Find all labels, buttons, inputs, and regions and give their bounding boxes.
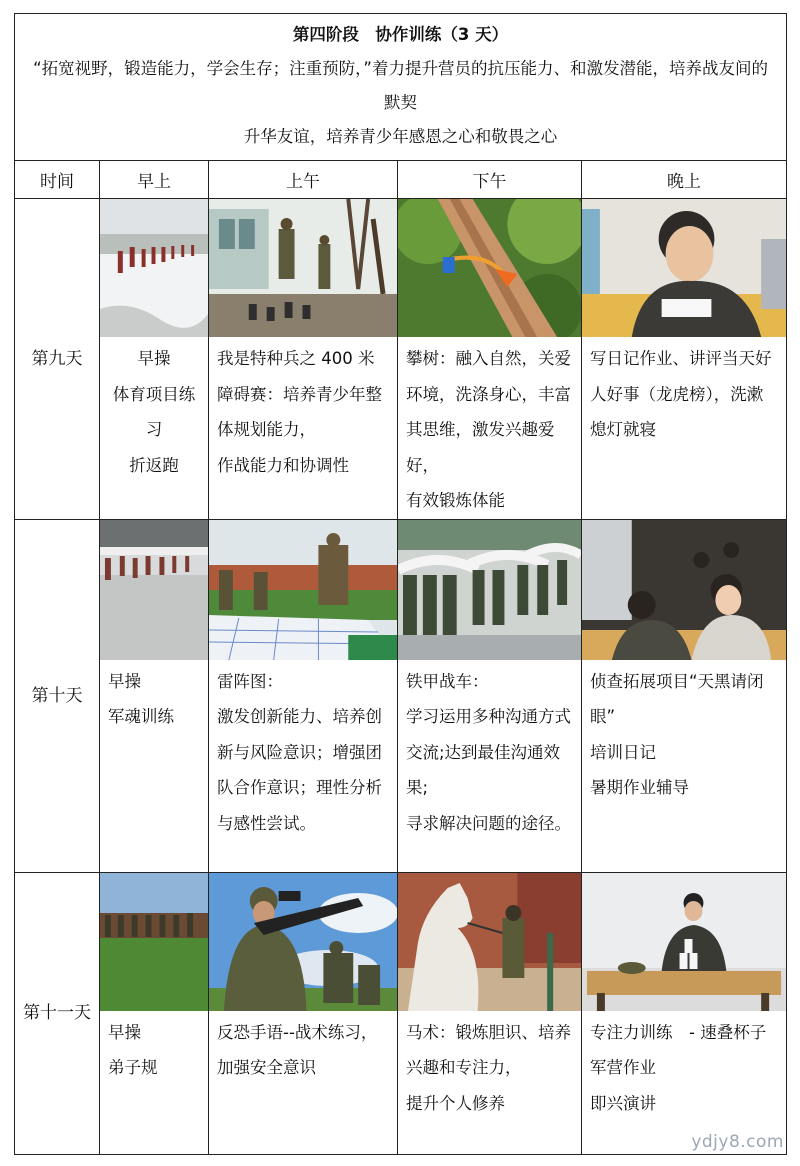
morning-cell xyxy=(100,519,209,872)
forenoon-cell xyxy=(209,519,398,872)
morning-cell xyxy=(100,199,209,520)
forenoon-text: 雷阵图： 激发创新能力、培养创新与风险意识；增强团队合作意识；理性分析与感性尝试。 xyxy=(217,671,382,833)
col-header-forenoon: 上午 xyxy=(209,161,398,199)
evening-text: 写日记作业、讲评当天好人好事（龙虎榜），洗漱熄灯就寝 xyxy=(590,349,772,439)
day-row xyxy=(15,519,787,872)
afternoon-text: 马术：锻炼胆识、培养兴趣和专注力， 提升个人修养 xyxy=(406,1022,571,1113)
day-row xyxy=(15,872,787,1154)
afternoon-photo xyxy=(398,873,581,1011)
evening-photo xyxy=(582,199,786,337)
forenoon-photo xyxy=(209,520,397,660)
watermark: ydjy8.com xyxy=(691,1132,784,1152)
afternoon-text: 攀树：融入自然，关爱环境，洗涤身心，丰富其思维，激发兴趣爱好， 有效锻炼体能 xyxy=(406,349,571,510)
morning-photo xyxy=(100,199,208,337)
stage-header xyxy=(15,14,787,161)
day-row xyxy=(15,199,787,520)
evening-text: 专注力训练 - 速叠杯子 军营作业 即兴演讲 xyxy=(590,1022,767,1113)
schedule-sheet xyxy=(14,13,786,1147)
afternoon-photo xyxy=(398,520,581,660)
forenoon-cell xyxy=(209,872,398,1154)
afternoon-photo xyxy=(398,199,581,337)
col-header-evening: 晚上 xyxy=(582,161,787,199)
afternoon-text: 铁甲战车： 学习运用多种沟通方式交流;达到最佳沟通效果; 寻求解决问题的途径。 xyxy=(406,671,571,833)
morning-photo xyxy=(100,873,208,1011)
evening-cell xyxy=(582,519,787,872)
day-label: 第十天 xyxy=(15,519,100,872)
col-header-morning: 早上 xyxy=(100,161,209,199)
column-header-row xyxy=(15,161,787,199)
schedule-table xyxy=(14,13,787,1155)
forenoon-text: 我是特种兵之 400 米障碍赛：培养青少年整体规划能力， 作战能力和协调性 xyxy=(217,349,382,475)
morning-cell xyxy=(100,872,209,1154)
col-header-afternoon: 下午 xyxy=(398,161,582,199)
evening-text: 侦查拓展项目“天黑请闭眼” 培训日记 暑期作业辅导 xyxy=(590,671,764,797)
evening-cell xyxy=(582,872,787,1154)
evening-cell xyxy=(582,199,787,520)
stage-goal-line: “拓宽视野，锻造能力，学会生存；注重预防，”着力提升营员的抗压能力、和激发潜能，培养战友间的默契 xyxy=(33,59,768,112)
forenoon-text: 反恐手语--战术练习，加强安全意识 xyxy=(217,1022,378,1077)
afternoon-cell xyxy=(398,199,582,520)
morning-photo xyxy=(100,520,208,660)
morning-text: 早操 体育项目练习 折返跑 xyxy=(112,349,196,475)
forenoon-photo xyxy=(209,873,397,1011)
day-label: 第九天 xyxy=(15,199,100,520)
stage-goal-line-2: 升华友谊，培养青少年感恩之心和敬畏之心 xyxy=(243,127,558,146)
stage-title: 第四阶段 协作训练（3 天） xyxy=(292,25,509,44)
evening-photo xyxy=(582,873,786,1011)
forenoon-cell xyxy=(209,199,398,520)
morning-text: 早操 军魂训练 xyxy=(108,671,174,726)
morning-text: 早操 弟子规 xyxy=(108,1022,158,1077)
forenoon-photo xyxy=(209,199,397,337)
col-header-time: 时间 xyxy=(15,161,100,199)
day-label: 第十一天 xyxy=(15,872,100,1154)
afternoon-cell xyxy=(398,519,582,872)
afternoon-cell xyxy=(398,872,582,1154)
evening-photo xyxy=(582,520,786,660)
